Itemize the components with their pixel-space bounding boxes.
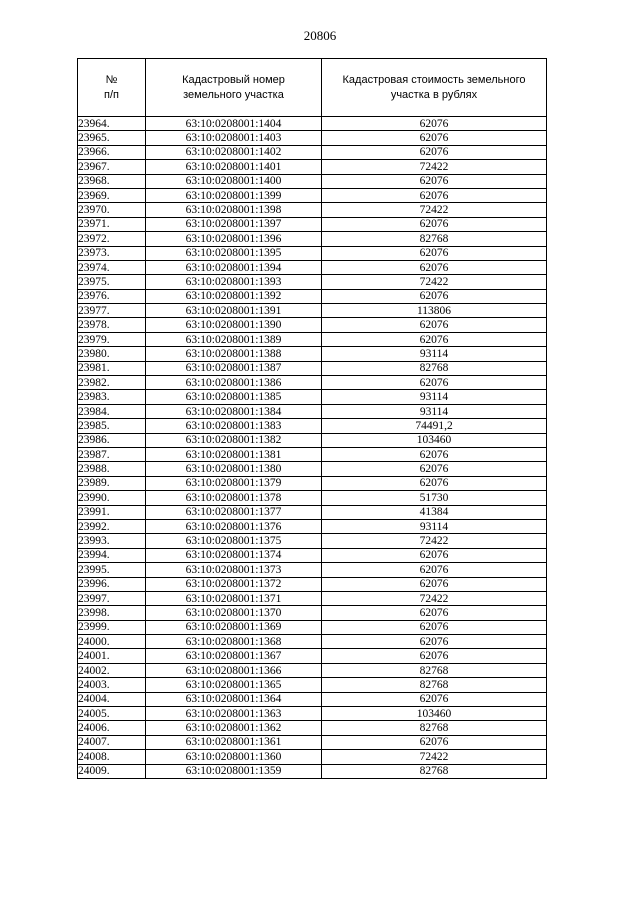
cadastral-number: 63:10:0208001:1400 [146,174,322,188]
cadastral-value: 51730 [322,491,547,505]
row-number: 24008. [78,750,146,764]
row-number: 23967. [78,160,146,174]
cadastral-number: 63:10:0208001:1373 [146,563,322,577]
cadastral-number: 63:10:0208001:1396 [146,232,322,246]
cadastral-number: 63:10:0208001:1359 [146,764,322,778]
row-number: 23973. [78,246,146,260]
cadastral-number: 63:10:0208001:1368 [146,635,322,649]
cadastral-value: 41384 [322,505,547,519]
table-row [78,404,547,418]
table-row [78,304,547,318]
row-number: 23989. [78,476,146,490]
cadastral-number: 63:10:0208001:1377 [146,505,322,519]
row-number: 24006. [78,721,146,735]
cadastral-number: 63:10:0208001:1394 [146,260,322,274]
row-number: 23977. [78,304,146,318]
cadastral-value-table [77,58,547,779]
cadastral-value: 103460 [322,433,547,447]
table-row [78,563,547,577]
cadastral-value: 62076 [322,476,547,490]
cadastral-number: 63:10:0208001:1381 [146,447,322,461]
row-number: 23998. [78,606,146,620]
table-row [78,390,547,404]
table-row [78,117,547,131]
header-number-line2: п/п [104,88,119,101]
cadastral-number: 63:10:0208001:1360 [146,750,322,764]
cadastral-value: 82768 [322,663,547,677]
header-cadastral-line2: земельного участка [183,88,284,101]
table-row [78,678,547,692]
row-number: 24001. [78,649,146,663]
row-number: 23966. [78,145,146,159]
cadastral-value: 82768 [322,678,547,692]
row-number: 23993. [78,534,146,548]
cadastral-value: 62076 [322,376,547,390]
cadastral-number: 63:10:0208001:1361 [146,735,322,749]
cadastral-number: 63:10:0208001:1367 [146,649,322,663]
row-number: 23970. [78,203,146,217]
row-number: 23996. [78,577,146,591]
cadastral-number: 63:10:0208001:1403 [146,131,322,145]
table-row [78,764,547,778]
cadastral-number: 63:10:0208001:1397 [146,217,322,231]
row-number: 23991. [78,505,146,519]
cadastral-number: 63:10:0208001:1395 [146,246,322,260]
table-row [78,635,547,649]
row-number: 23964. [78,117,146,131]
table-body [78,117,547,779]
cadastral-number: 63:10:0208001:1379 [146,476,322,490]
row-number: 23975. [78,275,146,289]
table-row [78,447,547,461]
row-number: 23997. [78,591,146,605]
cadastral-value: 62076 [322,332,547,346]
cadastral-value: 62076 [322,577,547,591]
cadastral-number: 63:10:0208001:1366 [146,663,322,677]
page-number: 20806 [303,28,337,43]
cadastral-number: 63:10:0208001:1375 [146,534,322,548]
cadastral-value: 62076 [322,318,547,332]
cadastral-value: 62076 [322,145,547,159]
table-row [78,332,547,346]
row-number: 23965. [78,131,146,145]
row-number: 23978. [78,318,146,332]
table-row [78,260,547,274]
cadastral-value: 113806 [322,304,547,318]
cadastral-number: 63:10:0208001:1386 [146,376,322,390]
table-row [78,649,547,663]
cadastral-number: 63:10:0208001:1378 [146,491,322,505]
cadastral-number: 63:10:0208001:1387 [146,361,322,375]
cadastral-number: 63:10:0208001:1383 [146,419,322,433]
table-row [78,289,547,303]
table-row [78,534,547,548]
cadastral-number: 63:10:0208001:1389 [146,332,322,346]
cadastral-number: 63:10:0208001:1391 [146,304,322,318]
cadastral-value: 62076 [322,649,547,663]
cadastral-value: 103460 [322,707,547,721]
header-cadastral-value [322,59,547,117]
cadastral-number: 63:10:0208001:1393 [146,275,322,289]
table-row [78,361,547,375]
table-row [78,548,547,562]
cadastral-value: 93114 [322,390,547,404]
row-number: 23988. [78,462,146,476]
row-number: 23969. [78,188,146,202]
table-row [78,591,547,605]
cadastral-number: 63:10:0208001:1385 [146,390,322,404]
cadastral-number: 63:10:0208001:1398 [146,203,322,217]
row-number: 23984. [78,404,146,418]
cadastral-number: 63:10:0208001:1402 [146,145,322,159]
cadastral-value: 72422 [322,591,547,605]
row-number: 23971. [78,217,146,231]
cadastral-value: 72422 [322,160,547,174]
row-number: 23985. [78,419,146,433]
row-number: 23992. [78,519,146,533]
row-number: 24005. [78,707,146,721]
cadastral-number: 63:10:0208001:1384 [146,404,322,418]
table-row [78,577,547,591]
table-row [78,376,547,390]
cadastral-value: 82768 [322,361,547,375]
cadastral-number: 63:10:0208001:1401 [146,160,322,174]
table-row [78,419,547,433]
header-number [78,59,146,117]
table-row [78,188,547,202]
row-number: 23994. [78,548,146,562]
table-row [78,505,547,519]
cadastral-value: 62076 [322,447,547,461]
cadastral-value: 62076 [322,692,547,706]
cadastral-number: 63:10:0208001:1390 [146,318,322,332]
table-row [78,203,547,217]
row-number: 24003. [78,678,146,692]
cadastral-number: 63:10:0208001:1376 [146,519,322,533]
row-number: 23981. [78,361,146,375]
table-row [78,735,547,749]
cadastral-number: 63:10:0208001:1369 [146,620,322,634]
cadastral-value: 62076 [322,735,547,749]
cadastral-value: 62076 [322,246,547,260]
row-number: 23990. [78,491,146,505]
cadastral-number: 63:10:0208001:1372 [146,577,322,591]
cadastral-value: 62076 [322,606,547,620]
table-row [78,217,547,231]
table-row [78,174,547,188]
cadastral-value: 62076 [322,635,547,649]
row-number: 23982. [78,376,146,390]
table-row [78,145,547,159]
table-row [78,131,547,145]
row-number: 23972. [78,232,146,246]
table-row [78,750,547,764]
cadastral-value: 62076 [322,188,547,202]
table-row [78,232,547,246]
cadastral-number: 63:10:0208001:1399 [146,188,322,202]
row-number: 23976. [78,289,146,303]
cadastral-value: 62076 [322,131,547,145]
cadastral-value: 93114 [322,347,547,361]
table-row [78,347,547,361]
table-row [78,476,547,490]
cadastral-value: 72422 [322,750,547,764]
cadastral-value: 72422 [322,534,547,548]
cadastral-value: 93114 [322,519,547,533]
cadastral-number: 63:10:0208001:1404 [146,117,322,131]
cadastral-value: 62076 [322,462,547,476]
header-number-line1: № [105,73,118,86]
row-number: 23979. [78,332,146,346]
cadastral-number: 63:10:0208001:1374 [146,548,322,562]
row-number: 23983. [78,390,146,404]
row-number: 23995. [78,563,146,577]
cadastral-value: 62076 [322,563,547,577]
table-row [78,246,547,260]
table-row [78,606,547,620]
cadastral-number: 63:10:0208001:1388 [146,347,322,361]
table-row [78,707,547,721]
cadastral-number: 63:10:0208001:1370 [146,606,322,620]
table-row [78,275,547,289]
cadastral-value: 82768 [322,721,547,735]
row-number: 24004. [78,692,146,706]
cadastral-value: 82768 [322,232,547,246]
cadastral-value: 62076 [322,548,547,562]
table-row [78,160,547,174]
table-row [78,318,547,332]
cadastral-value: 82768 [322,764,547,778]
cadastral-number: 63:10:0208001:1371 [146,591,322,605]
cadastral-value: 62076 [322,174,547,188]
cadastral-number: 63:10:0208001:1382 [146,433,322,447]
cadastral-value: 72422 [322,275,547,289]
table-row [78,663,547,677]
cadastral-value: 93114 [322,404,547,418]
cadastral-number: 63:10:0208001:1363 [146,707,322,721]
table-row [78,519,547,533]
row-number: 24000. [78,635,146,649]
row-number: 24009. [78,764,146,778]
row-number: 23968. [78,174,146,188]
row-number: 23980. [78,347,146,361]
cadastral-value: 62076 [322,217,547,231]
cadastral-value: 62076 [322,620,547,634]
header-value-line2: участка в рублях [390,88,478,101]
header-cadastral-number [146,59,322,117]
cadastral-value: 74491,2 [322,419,547,433]
table-row [78,721,547,735]
row-number: 23999. [78,620,146,634]
row-number: 24007. [78,735,146,749]
row-number: 23986. [78,433,146,447]
cadastral-number: 63:10:0208001:1362 [146,721,322,735]
table-row [78,462,547,476]
cadastral-number: 63:10:0208001:1380 [146,462,322,476]
cadastral-value: 62076 [322,117,547,131]
table-row [78,433,547,447]
table-row [78,491,547,505]
table-row [78,620,547,634]
row-number: 23974. [78,260,146,274]
row-number: 23987. [78,447,146,461]
header-value-line1: Кадастровая стоимость земельного [342,73,526,86]
cadastral-value: 72422 [322,203,547,217]
header-cadastral-line1: Кадастровый номер [182,73,285,86]
cadastral-number: 63:10:0208001:1365 [146,678,322,692]
cadastral-value: 62076 [322,260,547,274]
table-header-row [78,59,547,117]
cadastral-value: 62076 [322,289,547,303]
table-row [78,692,547,706]
row-number: 24002. [78,663,146,677]
cadastral-number: 63:10:0208001:1392 [146,289,322,303]
cadastral-number: 63:10:0208001:1364 [146,692,322,706]
